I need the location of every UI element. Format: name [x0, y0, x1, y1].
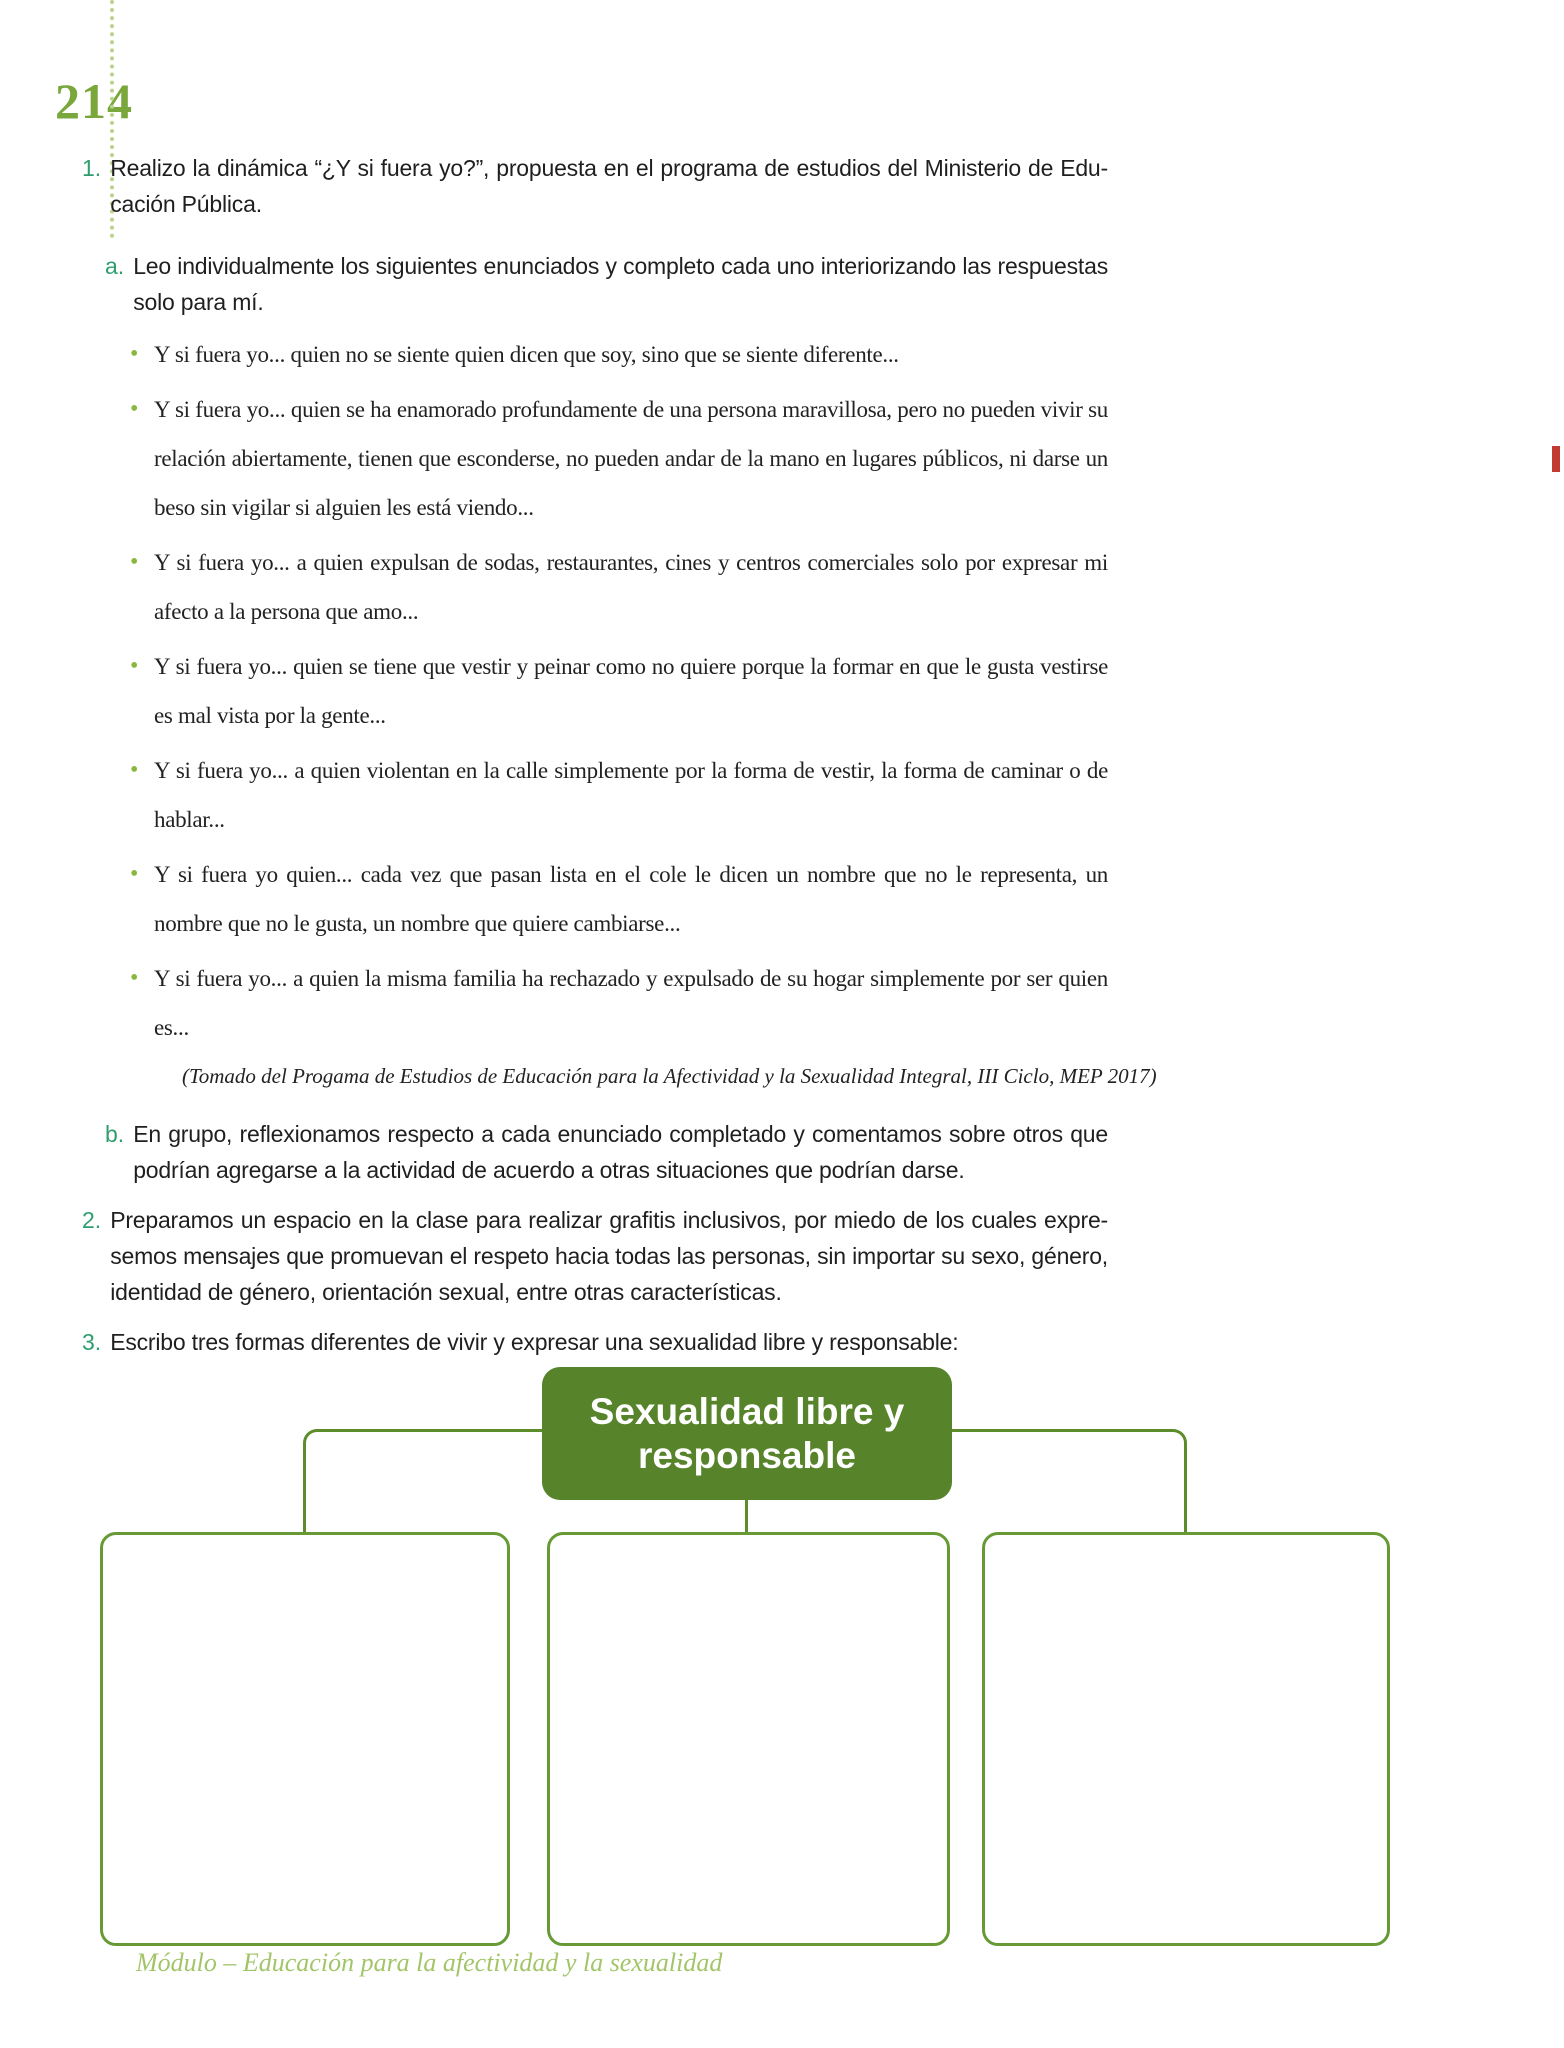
bullet-text: Y si fuera yo... quien no se siente quien dicen que soy, sino que se siente diferente...: [154, 342, 899, 367]
item-text: Realizo la dinámica “¿Y si fuera yo?”, propuesta en el programa de estudios del Ministerio de Edu-cación Pública.: [110, 155, 1108, 217]
activity-item-1: [82, 150, 1108, 222]
bullet-icon: •: [130, 341, 139, 367]
page-edge-mark: [1552, 446, 1560, 472]
bullet-item: [130, 538, 1108, 636]
item-marker: a.: [105, 253, 125, 279]
bullet-text: Y si fuera yo... a quien violentan en la calle simplemente por la forma de vestir, la forma de caminar o de hablar...: [154, 758, 1108, 832]
connector-left: [303, 1429, 545, 1536]
item-marker: 1.: [82, 155, 102, 181]
bullet-list: [130, 330, 1108, 1052]
bullet-text: Y si fuera yo quien... cada vez que pasan lista en el cole le dicen un nombre que no le representa, un nombre que no le gusta, un nombre que quiere cambiarse...: [154, 862, 1108, 936]
bullet-text: Y si fuera yo... quien se tiene que vestir y peinar como no quiere porque la formar en que le gusta vestirse es mal vista por la gente...: [154, 654, 1108, 728]
bullet-item: [130, 385, 1108, 532]
activity-item-1a: [105, 248, 1108, 320]
root-concept-box: [542, 1367, 952, 1500]
answer-box-2[interactable]: [547, 1532, 950, 1946]
item-text: En grupo, reflexionamos respecto a cada enunciado completado y comentamos sobre otros que podrían agregarse a la actividad de acuerdo a otras situaciones que podrían darse.: [133, 1121, 1108, 1183]
answer-box-1[interactable]: [100, 1532, 510, 1946]
bullet-icon: •: [130, 549, 139, 575]
page-number: 214: [55, 73, 133, 129]
item-marker: b.: [105, 1121, 125, 1147]
item-text: Preparamos un espacio en la clase para realizar grafitis inclusivos, por miedo de los cuales expre-semos mensajes que promuevan el respeto hacia todas las personas, sin importar su sexo, género, identidad de género, orientación sexual, entre otras características.: [110, 1207, 1108, 1305]
page-footer: Módulo – Educación para la afectividad y la sexualidad: [136, 1948, 723, 1977]
bullet-item: [130, 642, 1108, 740]
bullet-text: Y si fuera yo... a quien la misma familia ha rechazado y expulsado de su hogar simplemente por ser quien es...: [154, 966, 1108, 1040]
bullet-icon: •: [130, 861, 139, 887]
bullet-icon: •: [130, 396, 139, 422]
activity-item-2: [82, 1202, 1108, 1310]
bullet-icon: •: [130, 653, 139, 679]
bullet-item: [130, 954, 1108, 1052]
item-marker: 3.: [82, 1329, 102, 1355]
item-text: Escribo tres formas diferentes de vivir y expresar una sexualidad libre y responsable:: [110, 1329, 959, 1355]
bullet-icon: •: [130, 965, 139, 991]
bullet-item: [130, 850, 1108, 948]
item-text: Leo individualmente los siguientes enunciados y completo cada uno interiorizando las respuestas solo para mí.: [133, 253, 1108, 315]
answer-box-3[interactable]: [982, 1532, 1390, 1946]
activity-list: [82, 150, 1157, 1360]
activity-item-1b: [105, 1116, 1108, 1188]
bullet-icon: •: [130, 757, 139, 783]
bullet-text: Y si fuera yo... quien se ha enamorado profundamente de una persona maravillosa, pero no pueden vivir su relación abiertamente, tienen que esconderse, no pueden andar de la mano en lugares públicos, ni darse un beso sin vigilar si alguien les está viendo...: [154, 397, 1108, 520]
source-citation: (Tomado del Progama de Estudios de Educación para la Afectividad y la Sexualidad Integral, III Ciclo, MEP 2017): [182, 1064, 1157, 1088]
bullet-item: [130, 330, 1108, 379]
activity-item-3: [82, 1324, 1108, 1360]
connector-right: [952, 1429, 1187, 1536]
item-marker: 2.: [82, 1207, 102, 1233]
bullet-text: Y si fuera yo... a quien expulsan de sodas, restaurantes, cines y centros comerciales solo por expresar mi afecto a la persona que amo...: [154, 550, 1108, 624]
connector-middle: [745, 1500, 748, 1533]
root-concept-label: Sexualidad libre y responsable: [589, 1390, 905, 1476]
bullet-item: [130, 746, 1108, 844]
